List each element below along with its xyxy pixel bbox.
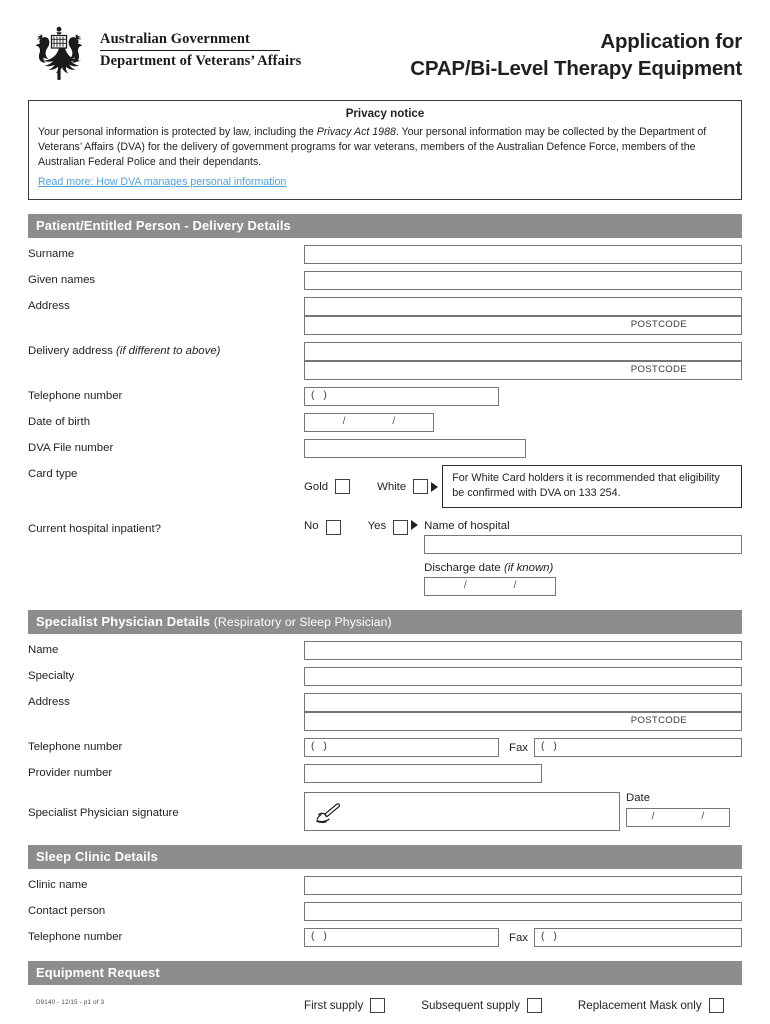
specialist-address-postcode-input[interactable] xyxy=(304,712,742,731)
specialist-name-field-wrap xyxy=(304,641,742,660)
first-supply-option xyxy=(304,998,385,1013)
dva-file-number-field-wrap xyxy=(304,439,742,458)
row-date-of-birth xyxy=(28,413,742,432)
address-line1-input[interactable] xyxy=(304,297,742,316)
inpatient-yes-label: Yes xyxy=(367,520,387,533)
specialist-tel-fax-group xyxy=(304,738,742,757)
discharge-date-label xyxy=(424,562,742,574)
delivery-address-line1-input[interactable] xyxy=(304,342,742,361)
wordmark-divider xyxy=(100,50,280,51)
clinic-name-field-wrap xyxy=(304,876,742,895)
surname-input[interactable] xyxy=(304,245,742,264)
date-separators: / / xyxy=(342,416,418,428)
row-delivery-address xyxy=(28,342,742,380)
row-specialist-address xyxy=(28,693,742,731)
clinic-telephone-input[interactable] xyxy=(304,928,499,947)
patient-telephone-input[interactable] xyxy=(304,387,499,406)
postcode-label: POSTCODE xyxy=(630,319,687,331)
form-code-footer: D9140 - 12/15 - p1 of 3 xyxy=(36,999,105,1006)
specialist-telephone-field-wrap xyxy=(304,738,742,757)
signature-date-input[interactable] xyxy=(626,808,730,827)
page-header xyxy=(28,0,742,94)
delivery-address-label xyxy=(28,342,304,358)
section-header-specialist xyxy=(28,610,742,634)
delivery-address-label-text: Delivery address xyxy=(28,345,116,358)
row-surname xyxy=(28,245,742,264)
card-gold-label: Gold xyxy=(304,480,329,493)
patient-telephone-field-wrap xyxy=(304,387,742,406)
row-address xyxy=(28,297,742,335)
title-line-2: CPAP/Bi-Level Therapy Equipment xyxy=(410,57,742,81)
subsequent-supply-checkbox[interactable] xyxy=(527,998,542,1013)
delivery-address-note: (if different to above) xyxy=(116,345,221,358)
white-card-callout: For White Card holders it is recommended that eligibility be confirmed with DVA on 133 254. xyxy=(442,465,742,508)
specialist-address-label: Address xyxy=(28,696,70,709)
row-contact-person xyxy=(28,902,742,921)
date-separators: / / xyxy=(651,810,727,822)
given-names-input[interactable] xyxy=(304,271,742,290)
privacy-read-more-link[interactable]: Read more: How DVA manages personal information xyxy=(38,176,287,189)
privacy-body-b: . Your personal information may be collected by the Department of Veterans’ Affairs (DVA) for the delivery of government programs for war veterans, members of the Australian Defence Force, members of the Australian Federal Police and their dependants. xyxy=(38,126,707,169)
provider-number-label: Provider number xyxy=(28,767,113,780)
provider-number-field-wrap xyxy=(304,764,742,783)
row-clinic-telephone xyxy=(28,928,742,947)
row-specialist-name xyxy=(28,641,742,660)
row-specialty xyxy=(28,667,742,686)
card-gold-checkbox[interactable] xyxy=(335,479,350,494)
specialist-telephone-label: Telephone number xyxy=(28,741,123,754)
contact-person-input[interactable] xyxy=(304,902,742,921)
contact-person-field-wrap xyxy=(304,902,742,921)
given-names-label: Given names xyxy=(28,274,96,287)
surname-field-wrap xyxy=(304,245,742,264)
hospital-details-group xyxy=(424,520,742,596)
replacement-mask-option xyxy=(578,998,724,1013)
phone-area-code-brackets: ( ) xyxy=(541,931,560,943)
inpatient-options xyxy=(304,520,742,596)
specialist-signature-input[interactable] xyxy=(304,792,620,831)
government-branding xyxy=(28,26,301,82)
card-white-label: White xyxy=(377,480,407,493)
date-of-birth-input[interactable] xyxy=(304,413,434,432)
row-provider-number xyxy=(28,764,742,783)
row-specialist-signature xyxy=(28,792,742,831)
privacy-heading: Privacy notice xyxy=(345,107,425,120)
row-clinic-name xyxy=(28,876,742,895)
specialist-fax-input[interactable] xyxy=(534,738,742,757)
signature-date-group xyxy=(626,792,730,831)
subsequent-supply-label: Subsequent supply xyxy=(421,999,520,1013)
clinic-telephone-label: Telephone number xyxy=(28,931,123,944)
title-line-1: Application for xyxy=(600,30,742,53)
row-given-names xyxy=(28,271,742,290)
dva-file-number-input[interactable] xyxy=(304,439,526,458)
section-header-sleep-clinic: Sleep Clinic Details xyxy=(28,845,742,869)
inpatient-no-label: No xyxy=(304,520,319,533)
specialty-label: Specialty xyxy=(28,670,75,683)
signature-group xyxy=(304,792,742,831)
row-hospital-inpatient xyxy=(28,520,742,596)
section-header-equipment: Equipment Request xyxy=(28,961,742,985)
card-type-options xyxy=(304,465,742,508)
provider-number-input[interactable] xyxy=(304,764,542,783)
postcode-label: POSTCODE xyxy=(630,715,687,727)
privacy-act-reference: Privacy Act 1988 xyxy=(316,126,396,138)
government-wordmark xyxy=(100,26,301,69)
arrow-right-icon xyxy=(411,520,418,530)
specialist-address-line1-input[interactable] xyxy=(304,693,742,712)
clinic-tel-fax-group xyxy=(304,928,742,947)
specialist-telephone-input[interactable] xyxy=(304,738,499,757)
inpatient-yes-checkbox[interactable] xyxy=(393,520,408,535)
first-supply-label: First supply xyxy=(304,999,364,1013)
hospital-name-input[interactable] xyxy=(424,535,742,554)
inpatient-no-checkbox[interactable] xyxy=(326,520,341,535)
subsequent-supply-option xyxy=(421,998,542,1013)
clinic-fax-input[interactable] xyxy=(534,928,742,947)
row-patient-telephone xyxy=(28,387,742,406)
australian-coat-of-arms-icon xyxy=(28,26,90,82)
card-type-field-wrap xyxy=(304,465,742,508)
specialty-field-wrap xyxy=(304,667,742,686)
specialist-name-input[interactable] xyxy=(304,641,742,660)
card-white-checkbox[interactable] xyxy=(413,479,428,494)
clinic-telephone-field-wrap xyxy=(304,928,742,947)
row-card-type xyxy=(28,465,742,508)
phone-area-code-brackets: ( ) xyxy=(311,390,330,402)
discharge-date-note: (if known) xyxy=(503,562,554,575)
hospital-name-label: Name of hospital xyxy=(424,520,510,533)
specialist-name-label: Name xyxy=(28,644,59,657)
equipment-request-options xyxy=(28,998,742,1013)
card-type-label: Card type xyxy=(28,468,78,481)
address-postcode-input[interactable] xyxy=(304,316,742,335)
specialty-input[interactable] xyxy=(304,667,742,686)
arrow-right-icon xyxy=(431,482,438,492)
date-of-birth-field-wrap xyxy=(304,413,742,432)
specialist-signature-field-wrap xyxy=(304,792,742,831)
first-supply-checkbox[interactable] xyxy=(370,998,385,1013)
privacy-body-a: Your personal information is protected by law, including the xyxy=(38,126,317,138)
phone-area-code-brackets: ( ) xyxy=(541,741,560,753)
replacement-mask-checkbox[interactable] xyxy=(709,998,724,1013)
privacy-body xyxy=(38,125,732,170)
given-names-field-wrap xyxy=(304,271,742,290)
inpatient-field-wrap xyxy=(304,520,742,596)
phone-area-code-brackets: ( ) xyxy=(311,741,330,753)
specialist-title-text: Specialist Physician Details xyxy=(36,614,214,630)
contact-person-label: Contact person xyxy=(28,905,106,918)
specialist-fax-label: Fax xyxy=(509,741,528,754)
privacy-notice xyxy=(28,100,742,200)
signature-date-label: Date xyxy=(626,792,651,805)
australian-government-label: Australian Government xyxy=(100,31,250,47)
discharge-date-label-text: Discharge date xyxy=(424,562,504,575)
row-dva-file-number xyxy=(28,439,742,458)
hand-writing-signature-icon xyxy=(315,802,341,824)
section-header-patient: Patient/Entitled Person - Delivery Details xyxy=(28,214,742,238)
specialist-signature-label: Specialist Physician signature xyxy=(28,807,179,820)
address-label: Address xyxy=(28,300,70,313)
row-specialist-telephone xyxy=(28,738,742,757)
delivery-address-postcode-input[interactable] xyxy=(304,361,742,380)
discharge-date-input[interactable] xyxy=(424,577,556,596)
clinic-name-input[interactable] xyxy=(304,876,742,895)
postcode-label: POSTCODE xyxy=(630,364,687,376)
page-title xyxy=(410,26,742,82)
surname-label: Surname xyxy=(28,248,75,261)
clinic-name-label: Clinic name xyxy=(28,879,88,892)
date-of-birth-label: Date of birth xyxy=(28,416,91,429)
phone-area-code-brackets: ( ) xyxy=(311,931,330,943)
address-field-wrap xyxy=(304,297,742,335)
delivery-address-field-wrap xyxy=(304,342,742,380)
clinic-fax-label: Fax xyxy=(509,931,528,944)
specialist-title-sub: (Respiratory or Sleep Physician) xyxy=(213,615,392,630)
inpatient-label: Current hospital inpatient? xyxy=(28,523,161,536)
date-separators: / / xyxy=(463,580,539,592)
replacement-mask-label: Replacement Mask only xyxy=(577,999,702,1013)
department-label: Department of Veterans’ Affairs xyxy=(100,52,302,69)
patient-telephone-label: Telephone number xyxy=(28,390,123,403)
dva-file-number-label: DVA File number xyxy=(28,442,114,455)
specialist-address-field-wrap xyxy=(304,693,742,731)
